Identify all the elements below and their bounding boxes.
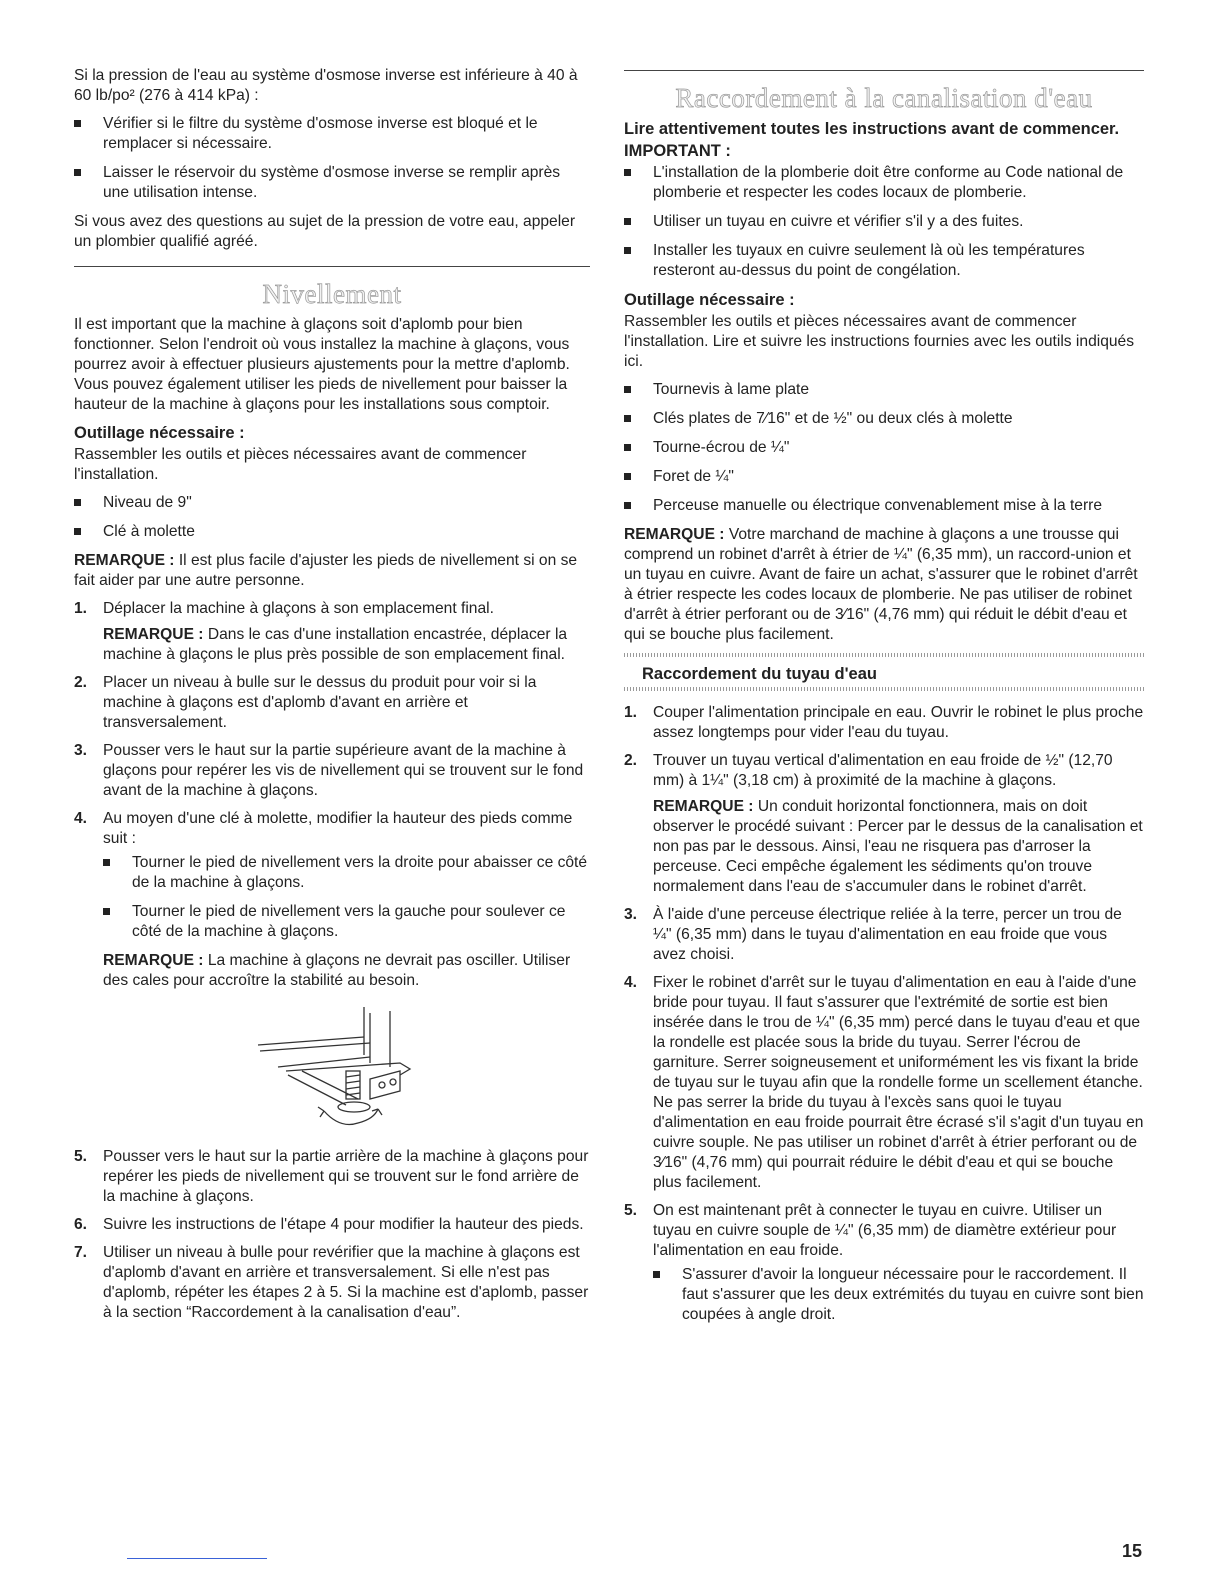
- step-item: [74, 1243, 590, 1323]
- leveling-tools-text: Rassembler les outils et pièces nécessaires avant de commencer l'installation.: [74, 446, 527, 483]
- list-item: S'assurer d'avoir la longueur nécessaire pour le raccordement. Il faut s'assurer que les deux extrémités du tuyau en cuivre sont bien coupées à angle droit.: [653, 1265, 1144, 1325]
- step-text: On est maintenant prêt à connecter le tuyau en cuivre. Utiliser un tuyau en cuivre souple de ¼" (6,35 mm) de diamètre extérieur pour l'alimentation en eau froide.: [653, 1202, 1117, 1259]
- leveling-tools-heading: Outillage nécessaire :: [74, 424, 245, 442]
- list-item: Clé à molette: [74, 522, 590, 542]
- questions-paragraph: Si vous avez des questions au sujet de la pression de votre eau, appeler un plombier qualifié agréé.: [74, 213, 576, 250]
- leveling-foot-illustration: [250, 1005, 422, 1133]
- note-label: REMARQUE :: [74, 552, 175, 569]
- step-number: 1.: [624, 704, 638, 721]
- step-text: Utiliser un niveau à bulle pour revérifier que la machine à glaçons est d'aplomb d'avant en arrière et transversalement. Si elle n'est pas d'aplomb, répéter les étapes 2 à 5. Si la machine est d'aplomb, passer à la section “Raccordement à la canalisation d'eau”.: [103, 1244, 589, 1321]
- list-item: Tournevis à lame plate: [624, 380, 1144, 400]
- step4-note: [103, 951, 590, 991]
- step-text: Trouver un tuyau vertical d'alimentation en eau froide de ½" (12,70 mm) à 1¼" (3,18 cm) à proximité de la machine à glaçons.: [653, 752, 1113, 789]
- step-text: À l'aide d'une perceuse électrique reliée à la terre, percer un trou de ¼" (6,35 mm) dans le tuyau d'alimentation en eau froide que vous avez choisi.: [653, 906, 1122, 963]
- step-item: [74, 1215, 590, 1235]
- water-tools-heading: Outillage nécessaire :: [624, 291, 795, 309]
- step4-bullet-list: [103, 853, 590, 942]
- step-number: 7.: [74, 1244, 88, 1261]
- list-item: Installer les tuyaux en cuivre seulement là où les températures resteront au-dessus du point de congélation.: [624, 241, 1144, 281]
- important-bullet-list: [624, 163, 1144, 281]
- step-text: Fixer le robinet d'arrêt sur le tuyau d'alimentation en eau à l'aide d'une bride pour tuyau. Il faut s'assurer que l'extrémité de sortie est bien insérée dans le trou de ¼" (6,35 mm) percé dans le tuyau d'eau et que la rondelle est placée sous la bride du tuyau. Serrer l'écrou de garniture. Serrer soigneusement et uniformément les vis fixant la bride de tuyau sur le tuyau afin que la rondelle forme un scellement étanche. Ne pas serrer la bride du tuyau à l'excès sans quoi le tuyau d'alimentation en eau froide pourrait être écrasé s'il s'agit d'un tuyau en cuivre souple. Ne pas utiliser un robinet d'arrêt à étrier perforant ou de 3⁄16" (4,76 mm) qui pourrait réduire le débit d'eau et qui se bouche plus facilement.: [653, 974, 1144, 1191]
- subsection-rule-bottom: [624, 687, 1144, 691]
- leveling-steps-b: [74, 1147, 590, 1323]
- note-text: Dans le cas d'une installation encastrée, déplacer la machine à glaçons le plus près possible de son emplacement final.: [103, 626, 568, 663]
- list-item: Laisser le réservoir du système d'osmose inverse se remplir après une utilisation intense.: [74, 163, 590, 203]
- list-item: Tourner le pied de nivellement vers la droite pour abaisser ce côté de la machine à glaçons.: [103, 853, 590, 893]
- step-item: [624, 1201, 1144, 1325]
- list-item: Tourne-écrou de ¼": [624, 438, 1144, 458]
- leveling-section-title: Nivellement: [262, 279, 402, 309]
- note-text: Votre marchand de machine à glaçons a une trousse qui comprend un robinet d'arrêt à étrier de ¼" (6,35 mm), un raccord-union et un tuyau en cuivre. Avant de faire un achat, s'assurer que le robinet d'arrêt à étrier respecte les codes locaux de plomberie. Ne pas utiliser de robinet d'arrêt à étrier perforant ou de 3⁄16" (4,76 mm) qui réduit le débit d'eau et qui se bouche plus facilement.: [624, 526, 1138, 643]
- page-number: 15: [1121, 1541, 1142, 1561]
- water-tools-list: [624, 380, 1144, 516]
- note-label: REMARQUE :: [103, 626, 204, 643]
- list-item: Foret de ¼": [624, 467, 1144, 487]
- list-item: Vérifier si le filtre du système d'osmose inverse est bloqué et le remplacer si nécessaire.: [74, 114, 590, 154]
- right-column: [624, 70, 1144, 1334]
- water-pipe-steps: [624, 703, 1144, 1325]
- step-text: Au moyen d'une clé à molette, modifier la hauteur des pieds comme suit :: [103, 810, 573, 847]
- note-text: Il est plus facile d'ajuster les pieds de nivellement si on se fait aider par une autre personne.: [74, 552, 578, 589]
- step-item: [624, 973, 1144, 1193]
- step-text: Pousser vers le haut sur la partie supérieure avant de la machine à glaçons pour repérer les vis de nivellement qui se trouvent sur le fond avant de la machine à glaçons.: [103, 742, 584, 799]
- leveling-tools-list: [74, 493, 590, 542]
- section-divider: [74, 266, 590, 267]
- list-item: L'installation de la plomberie doit être conforme au Code national de plomberie et respecter les codes locaux de plomberie.: [624, 163, 1144, 203]
- step-number: 4.: [624, 974, 638, 991]
- water-tools-text: Rassembler les outils et pièces nécessaires avant de commencer l'installation. Lire et suivre les instructions fournies avec les outils indiqués ici.: [624, 313, 1135, 370]
- step-number: 1.: [74, 600, 88, 617]
- list-item: Utiliser un tuyau en cuivre et vérifier s'il y a des fuites.: [624, 212, 1144, 232]
- step-text: Couper l'alimentation principale en eau. Ouvrir le robinet le plus proche assez longtemps pour vider l'eau du tuyau.: [653, 704, 1144, 741]
- water-pipe-subsection-title: Raccordement du tuyau d'eau: [642, 665, 877, 683]
- note-label: REMARQUE :: [653, 798, 754, 815]
- step-number: 5.: [624, 1202, 638, 1219]
- list-item: Perceuse manuelle ou électrique convenablement mise à la terre: [624, 496, 1144, 516]
- step-number: 5.: [74, 1148, 88, 1165]
- step-note: [103, 625, 590, 665]
- step5-bullet-list: [653, 1265, 1144, 1325]
- note-text: La machine à glaçons ne devrait pas osciller. Utiliser des cales pour accroître la stabilité au besoin.: [103, 952, 571, 989]
- step-item: [624, 703, 1144, 743]
- note-label: REMARQUE :: [624, 526, 725, 543]
- step-item: [74, 741, 590, 801]
- step-text: Placer un niveau à bulle sur le dessus du produit pour voir si la machine à glaçons est d'aplomb d'avant en arrière et transversalement.: [103, 674, 537, 731]
- step-item: [624, 905, 1144, 965]
- step-number: 2.: [74, 674, 88, 691]
- footer-line: [127, 1558, 267, 1559]
- leveling-note: [74, 551, 590, 591]
- read-instructions-heading: Lire attentivement toutes les instructions avant de commencer.: [624, 120, 1120, 138]
- step-item: [74, 1147, 590, 1207]
- step-item: [74, 809, 590, 991]
- subsection-rule-top: [624, 653, 1144, 657]
- step-text: Pousser vers le haut sur la partie arrière de la machine à glaçons pour repérer les pieds de nivellement qui se trouvent sur le fond arrière de la machine à glaçons.: [103, 1148, 589, 1205]
- note-label: REMARQUE :: [103, 952, 204, 969]
- water-connection-section-title: Raccordement à la canalisation d'eau: [675, 83, 1093, 113]
- leveling-intro: Il est important que la machine à glaçons soit d'aplomb pour bien fonctionner. Selon l'endroit où vous installez la machine à glaçons, vous pourrez avoir à effectuer plusieurs ajustements pour la mettre d'aplomb. Vous pouvez également utiliser les pieds de nivellement pour baisser la hauteur de la machine à glaçons pour les installations sous comptoir.: [74, 316, 570, 413]
- step-item: [74, 599, 590, 665]
- step-number: 3.: [74, 742, 88, 759]
- note-text: Un conduit horizontal fonctionnera, mais on doit observer le procédé suivant : Percer par le dessus de la canalisation et non pas par le dessous. Ainsi, l'eau ne risquera pas d'arroser la perceuse. Ceci empêche également les sédiments qu'on trouve normalement dans l'eau de s'accumuler dans le robinet d'arrêt.: [653, 798, 1143, 895]
- step-number: 6.: [74, 1216, 88, 1233]
- list-item: Niveau de 9": [74, 493, 590, 513]
- step-text: Déplacer la machine à glaçons à son emplacement final.: [103, 600, 494, 617]
- step-item: [74, 673, 590, 733]
- left-column: [74, 66, 590, 1331]
- important-heading: IMPORTANT :: [624, 142, 731, 160]
- leveling-steps-a: [74, 599, 590, 991]
- pressure-intro: Si la pression de l'eau au système d'osmose inverse est inférieure à 40 à 60 lb/po² (276 à 414 kPa) :: [74, 67, 578, 104]
- step-number: 4.: [74, 810, 88, 827]
- list-item: Clés plates de 7⁄16" et de ½" ou deux clés à molette: [624, 409, 1144, 429]
- step-number: 3.: [624, 906, 638, 923]
- water-note: [624, 525, 1144, 645]
- list-item: Tourner le pied de nivellement vers la gauche pour soulever ce côté de la machine à glaçons.: [103, 902, 590, 942]
- step-text: Suivre les instructions de l'étape 4 pour modifier la hauteur des pieds.: [103, 1216, 584, 1233]
- section-divider: [624, 70, 1144, 71]
- step-note: [653, 797, 1144, 897]
- pressure-bullet-list: [74, 114, 590, 203]
- step-item: [624, 751, 1144, 897]
- step-number: 2.: [624, 752, 638, 769]
